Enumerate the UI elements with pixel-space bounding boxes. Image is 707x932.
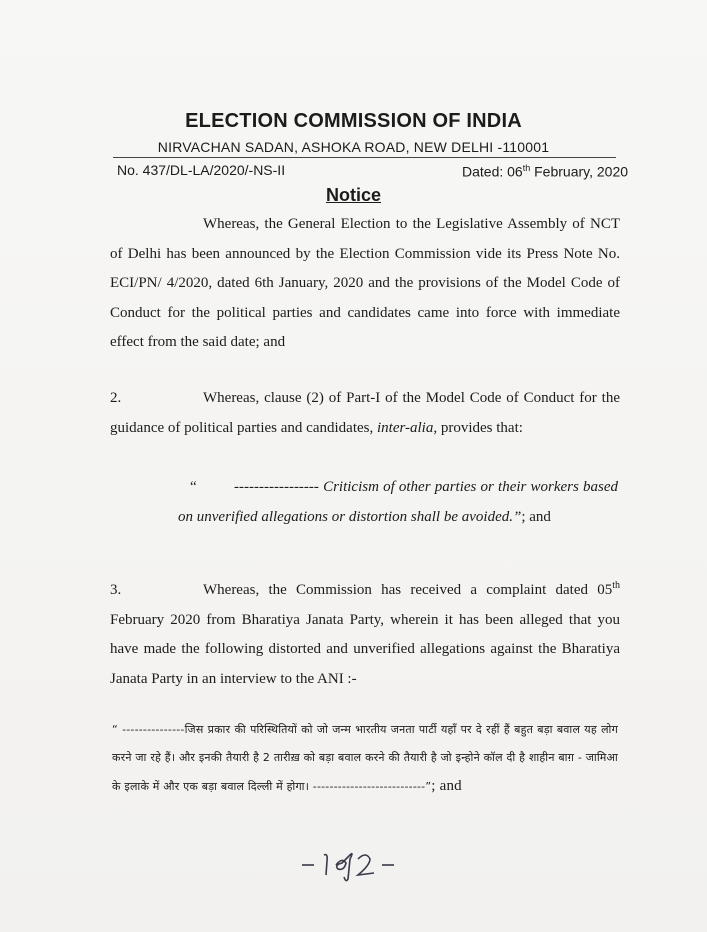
notice-heading: Notice xyxy=(325,185,381,205)
quote-text: Criticism of other parties or their workers based on unverified allegations or distortion shall be avoided.” xyxy=(178,479,618,525)
paragraph-2-italic: inter-alia xyxy=(376,419,434,436)
reference-number: No. 437/DL-LA/2020/-NS-II xyxy=(117,162,286,178)
date-suffix: th xyxy=(522,163,531,173)
date-label: Dated: xyxy=(462,163,504,180)
hindi-quote xyxy=(112,716,618,801)
header-divider xyxy=(113,157,616,158)
code-of-conduct-quote xyxy=(178,473,618,532)
quote-tail: ; and xyxy=(521,508,551,525)
quote-open-mark: “ xyxy=(190,479,197,495)
paragraph-1: Whereas, the General Election to the Legislative Assembly of NCT of Delhi has been announced by the Election Commission vide its Press Note No. ECI/PN/ 4/2020, dated 6th January, 2020 and the provisions of the Model Code of Conduct for the political parties and candidates came into force with immediate effect from the said date; and xyxy=(110,216,620,350)
paragraph-3-text-rest: February 2020 from Bharatiya Janata Party, wherein it has been alleged that you have made the following distorted and unverified allegations against the Bharatiya Janata Party in an interview to the ANI :- xyxy=(110,611,620,687)
page-number-handwritten xyxy=(0,843,707,888)
date-line xyxy=(462,163,628,180)
paragraph-3-sup: th xyxy=(612,580,620,591)
paragraph-2-text: Whereas, clause (2) of Part-I of the Model Code of Conduct for the guidance of political parties and candidates, xyxy=(110,390,620,436)
date-rest: February, 2020 xyxy=(534,163,629,180)
hindi-quote-tail: ; and xyxy=(431,778,462,794)
paragraph-2-text-end: , provides that: xyxy=(433,419,523,436)
paragraph-2-number: 2. xyxy=(110,390,122,406)
hindi-quote-text: “ ---------------जिस प्रकार की परिस्थितियों को जो जन्म भारतीय जनता पार्टी यहाँ पर दे रहीं हैं बहुत बड़ा बवाल यह लोग करने जा रहे हैं। और इनकी तैयारी है 2 तारीख़ को बड़ा बवाल करने की तैयारी है जो इन्होने कॉल दी है शाहीन बाग़ - जामिआ के इलाके में और एक बड़ा बवाल दिल्ली में होगा। ---------------------------” xyxy=(112,723,618,793)
paragraph-3 xyxy=(110,571,620,694)
date-day: 06 xyxy=(507,163,523,180)
paragraph-3-number: 3. xyxy=(110,582,122,598)
paragraph-3-text: Whereas, the Commission has received a complaint dated 05 xyxy=(203,582,613,598)
organization-title: ELECTION COMMISSION OF INDIA xyxy=(185,110,522,132)
handwritten-page-number-icon xyxy=(284,843,424,883)
paragraph-2 xyxy=(110,384,620,443)
quote-dashes: ----------------- xyxy=(234,479,319,495)
organization-address: NIRVACHAN SADAN, ASHOKA ROAD, NEW DELHI -110001 xyxy=(157,139,550,155)
